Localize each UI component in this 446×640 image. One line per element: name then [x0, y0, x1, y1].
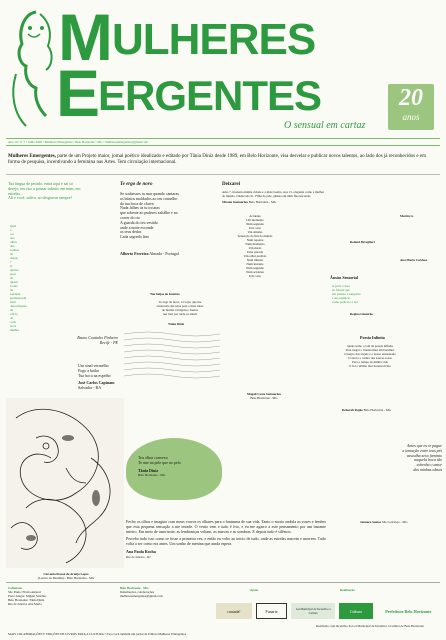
side-poem	[332, 284, 412, 304]
green-box-author: Tânia Diniz	[138, 467, 159, 473]
masthead-title-m: M	[58, 0, 111, 74]
anniversary-badge	[388, 84, 434, 130]
center-poem-line: da tua boca de chuva	[120, 200, 154, 206]
center-small-poem-line: de muitas vertigens e frestas	[161, 308, 199, 312]
intro-lead: Mulheres Emergentes,	[8, 154, 56, 159]
side-author-4: Regina Limeirão	[350, 312, 373, 316]
logo-cultura: Cultura	[339, 603, 373, 619]
acidente-line: Um abismo	[247, 230, 263, 234]
illustration-caption	[8, 572, 124, 580]
center-heading: Te ergo de novo	[120, 182, 153, 187]
right-intro-author-place: Belo Horizonte - MG	[248, 200, 277, 204]
footer-col-2-item: Informações, colaborações	[120, 590, 155, 594]
right-intro-poem	[222, 190, 432, 198]
visual-poem-word: ?	[10, 260, 12, 264]
acidente-line: Um medo	[248, 246, 262, 250]
masthead-subtitle: O sensual em cartaz	[284, 120, 366, 131]
curved-poem-line: soberba o amor	[416, 462, 442, 468]
visual-poem-word: cada	[10, 320, 16, 324]
footer-col-1	[8, 586, 108, 606]
center-poem-line: os búzios moldados ao teu conselho	[120, 195, 178, 201]
curved-poem-line: Antes que eu te pague	[406, 443, 442, 448]
visual-poem-word: Qual	[10, 224, 17, 228]
masthead-title-e: E	[56, 56, 101, 130]
poem-infinita-author-name: Deborah Rajão	[342, 408, 363, 412]
side-poem-line: e sua essência	[332, 296, 350, 300]
masthead-rule-2	[6, 145, 440, 146]
visual-poem	[10, 224, 70, 334]
center-poem-line: Nada falhes as tu tocaras	[120, 205, 160, 211]
acidente-line: Uma estrada	[246, 250, 264, 254]
left-poem-1-line: desejo, teu riso a pousar infinito em mim, em	[8, 185, 81, 191]
footer-rule	[6, 582, 440, 583]
left-poem-3-line: Tua boca na espelho	[78, 372, 111, 378]
acidente-line: Sensação do fim do mundo	[237, 234, 273, 238]
prose-place: Rio de Janeiro - RJ	[126, 554, 151, 559]
center-poem	[120, 192, 220, 240]
footer-col-1-item: Rio de Janeiro: Ana Maria	[8, 602, 42, 606]
visual-poem-word: querer	[10, 280, 19, 284]
wave-decoration	[124, 330, 220, 394]
footer-col-2	[120, 586, 210, 598]
footer-bottom-line: MAIS COLABORAÇÕES E EDIÇÕES DE LIVROS PARA A CULTURA • Faça você também um jornal da Editora Mulheres Emergentes	[8, 632, 187, 636]
masthead-title-bottom: ERGENTES	[98, 72, 322, 119]
footer-col-1-item: Porto Alegre: Miguel Sanches	[8, 594, 47, 598]
side-author-2: Roland Bevagliari	[350, 240, 375, 244]
intro-rule	[6, 174, 440, 175]
side-author-1: Martin G.	[400, 214, 414, 218]
visual-poem-word: dos	[10, 244, 15, 248]
masthead-rule	[6, 138, 440, 139]
green-box-line: Teu olhar convexo	[138, 455, 168, 460]
visual-poem-word: Cores	[10, 284, 18, 288]
curved-poem-line: a tentação entre teus pés	[402, 447, 442, 453]
poem-infinita-line: Para o tempo de minha vida	[352, 360, 388, 364]
poem-infinita-line: O negro dos rógeis e o nosso entonteado	[344, 352, 396, 356]
side-poem-line: como pedir rio a dor	[332, 300, 359, 304]
logo-prefeitura: Prefeitura Belo Horizonte	[385, 608, 432, 614]
green-box-place: Belo Horizonte - MG	[138, 473, 166, 478]
logo-lei-incentivo: Lei Municipal de Incentivo à Cultura	[291, 603, 335, 619]
center-small-poem	[140, 300, 220, 316]
footer-col-1-title: Colunistas	[8, 586, 23, 590]
visual-poem-word: nova	[10, 324, 17, 328]
center-small-poem-line: Te ergo de novo, ó Corpo que me	[158, 300, 202, 304]
center-poem-line: A guarda do teu vestido	[120, 219, 158, 225]
poem-infinita-line: O azul e o ventre das suaves rosas	[348, 356, 392, 360]
side-author-3: Ana Maria Cardoso	[400, 258, 428, 262]
center-poem-line: Cada segredo fino	[120, 234, 150, 240]
prose-text-2: Percebo tudo isso como se fosse a primeira vez, e então eu volto ao início de tudo, onde as estrelas nascem e morrem. Tudo volta a ser como era antes. Um sonho de menina que ainda espera.	[126, 536, 326, 547]
visual-poem-word: da	[10, 288, 14, 292]
prose-author: Ana Paula Rocha	[126, 548, 156, 554]
curved-poem-line: naquela boca tão	[414, 457, 442, 463]
side-poem-line: A parte a doer	[332, 284, 350, 288]
poem-infinita-line: Quais serão o tom da poesia infinita	[347, 344, 393, 348]
acidente-line: Num momento	[245, 242, 265, 246]
visual-poem-word: queixo	[10, 268, 19, 272]
visual-poem-word: do	[10, 276, 14, 280]
poem-infinita-place: Belo Horizonte - MG	[363, 408, 391, 412]
acidente-line: Num minuto	[246, 258, 264, 262]
acidente-line: Num segundo	[246, 222, 264, 226]
illustration-image	[6, 398, 124, 568]
acidente-author-name: Magali Costa Guimarães	[247, 392, 281, 396]
acidente-line: Num acidente	[246, 270, 264, 274]
green-box-line: Te une na pele que no pelo	[138, 459, 181, 465]
poem-infinita-author	[342, 408, 391, 412]
curved-author-place: São Lourenço - MG	[381, 520, 408, 524]
footer-realizacao: Realização	[340, 588, 355, 592]
curved-poem-line: das minhas almas	[413, 466, 442, 472]
left-poem-2-place: Recife - PE	[99, 339, 118, 345]
visual-poem-word: dos	[10, 236, 15, 240]
center-author-place: Almada - Portugal	[149, 251, 179, 256]
left-poem-1-line: estrelas...	[8, 190, 23, 196]
center-small-poem-line: nas luas por onde os sinais	[163, 312, 197, 316]
side-title: Ânsias Sensorial	[330, 275, 359, 280]
center-small-author: Tânia Diniz	[168, 322, 185, 326]
acidente-line: Um olhar perdido	[243, 254, 267, 258]
visual-poem-word: mulher	[10, 328, 20, 332]
acidente-line: Num instante	[246, 262, 264, 266]
poem-infinita-line: Para rasgar o transformar em barulhos	[345, 348, 395, 352]
left-poem-2-name: Bruno Coutinho Pinheiro	[77, 335, 118, 340]
left-poem-3-place: Salvador - BA	[78, 385, 102, 391]
curved-author-name: Januara Santos	[360, 520, 382, 524]
footer-col-1-item: Belo Horizonte: Tânia Diniz	[8, 598, 45, 602]
left-poem-3-line: Fogo a bailar	[78, 367, 100, 373]
footer-col-2-title: Belo Horizonte - MG	[120, 586, 149, 590]
acidente-author	[232, 392, 296, 400]
left-poem-1	[8, 182, 118, 201]
footer-apoio: Apoio	[250, 588, 259, 592]
curved-poem	[332, 444, 442, 473]
visual-poem-word: descompasso	[10, 304, 27, 308]
visual-poem-word: sonhos	[10, 248, 19, 252]
curved-poem-line: vasculha sexo faminto	[406, 452, 442, 458]
prose-block	[126, 520, 326, 559]
left-poem-1-line: Tua língua de pecado, entra aqui e sai só	[8, 181, 73, 186]
right-intro-line: do mundo. Ondas são 21. Filha de pele, gêmea em mim fluorescendo.	[222, 194, 311, 198]
left-poem-3-line: Um sinal vermelho	[78, 363, 109, 368]
badge-word: anos	[402, 112, 420, 122]
acidente-line: Num segundo	[246, 266, 264, 270]
footer-logos	[216, 596, 440, 626]
intro-paragraph	[8, 154, 438, 166]
masthead-info-line: Ano 10 • nº 7 • Julho 2009 • Mulheres Emergentes • Belo Horizonte • MG • mulheresemergentes@gmail.com	[8, 140, 148, 144]
poem-infinita	[300, 344, 440, 368]
right-intro-author	[222, 200, 276, 204]
visual-poem-word: olhos	[10, 240, 17, 244]
visual-poem-word: de	[10, 316, 14, 320]
center-subheading: Tua beijas do Instinto	[150, 292, 180, 296]
center-poem-line: que sobeste ao puderes saltálhe e no	[120, 210, 178, 216]
acidente-author-place: Belo Horizonte - MG	[250, 396, 278, 400]
left-poem-3-author: José Carlos Capinam	[78, 380, 115, 386]
acidente-line: Um momento	[246, 218, 264, 222]
green-quote-box	[126, 438, 222, 500]
right-intro-line: Amo 7, moderna minha cidade e a mais bonita. Aos 15, elegante como a mulher	[222, 190, 325, 194]
center-small-poem-line: arrancaste das telas para o meu saber	[156, 304, 204, 308]
poem-infinita-title: Poesia Infinita	[360, 335, 385, 340]
masthead-title-top: ULHERES	[112, 15, 316, 64]
visual-poem-word: num	[10, 300, 16, 304]
logo-cantada: cantada!	[216, 603, 252, 619]
visual-poem-word: de	[10, 308, 14, 312]
prose-text: Fecho os olhos e imagino com meus cravos os olhares para o fantasma de sua vida. Tanto o morto ondula as vozes e lembro que esta pequena sensação a me invade. O vento vem e tudo é frio, e eu me agarro a este pensamento por um instante inteiro. Em meio de uma noite, as lembranças voltam, as marcas e as sombras. E depois tudo é silêncio.	[126, 519, 326, 534]
acidente-line: Num repente	[246, 238, 264, 242]
curved-author	[360, 520, 408, 524]
acidente-poem	[226, 214, 284, 278]
acidente-line: Acidente	[249, 214, 261, 218]
center-poem-line: os teus dedos	[120, 229, 142, 235]
visual-poem-word: a	[10, 228, 12, 232]
right-intro-author-name: Silvana Guimarães	[222, 200, 248, 204]
visual-poem-word: permanecem	[10, 296, 27, 300]
center-poem-line: Se soubesses tu mar quando cantaras	[120, 191, 179, 196]
logo-funarte: Funarte	[256, 603, 288, 619]
visual-poem-word: ofício	[10, 312, 18, 316]
left-poem-1-author: Ali e você, saliva, ao desgravar sempre!	[8, 195, 72, 201]
left-poem-2-author	[72, 336, 118, 346]
intro-text: parte de um Projeto maior, jornal poético idealizado e editado por Tânia Diniz desde 1989, em Belo Horizonte, visa desvelar e publicar novos talentos, ao lado dos já reconhecidos e em forma de pesquisa, incentivando a feminina nas Artes. Tem circulação internacional.	[8, 154, 426, 165]
center-author-name: Alberto Ferreira	[120, 251, 149, 256]
footer-col-2-item: mulheresemergentes@gmail.com	[120, 594, 163, 598]
acidente-line: Um corte	[249, 274, 261, 278]
left-poem-3	[78, 364, 126, 391]
visual-poem-word: desejo	[10, 256, 19, 260]
acidente-line: Um corte	[249, 226, 261, 230]
footer-col-1-item: São Paulo: Flávia Amaral	[8, 590, 41, 594]
caption-line-1: Clovania Pessoa de Araújo Lopes	[43, 572, 89, 576]
center-poem-line: onde a noite esconde	[120, 224, 154, 230]
visual-poem-word: saudade	[10, 292, 21, 296]
footer-logo-note: Realizado com incentivo da Lei Municipal de Incentivo à Cultura de Belo Horizonte	[316, 624, 424, 628]
center-poem-line: correr do rio	[120, 214, 140, 220]
poem-infinita-line: E foi o ultimo mar desenvolvido	[349, 364, 391, 368]
side-poem-line: em paraíso e sangrado	[332, 292, 361, 296]
badge-number: 20	[399, 85, 423, 111]
right-heading: Deixarei	[222, 182, 240, 187]
visual-poem-word: de	[10, 252, 14, 256]
side-poem-line: no falsete que	[332, 288, 350, 292]
visual-poem-word: gozo	[10, 272, 17, 276]
caption-line-2: (Louvre de Moulins) - Belo Horizonte - MG	[37, 576, 95, 580]
visual-poem-word: cor	[10, 232, 15, 236]
visual-poem-word: O	[10, 264, 13, 268]
center-author	[120, 252, 220, 257]
